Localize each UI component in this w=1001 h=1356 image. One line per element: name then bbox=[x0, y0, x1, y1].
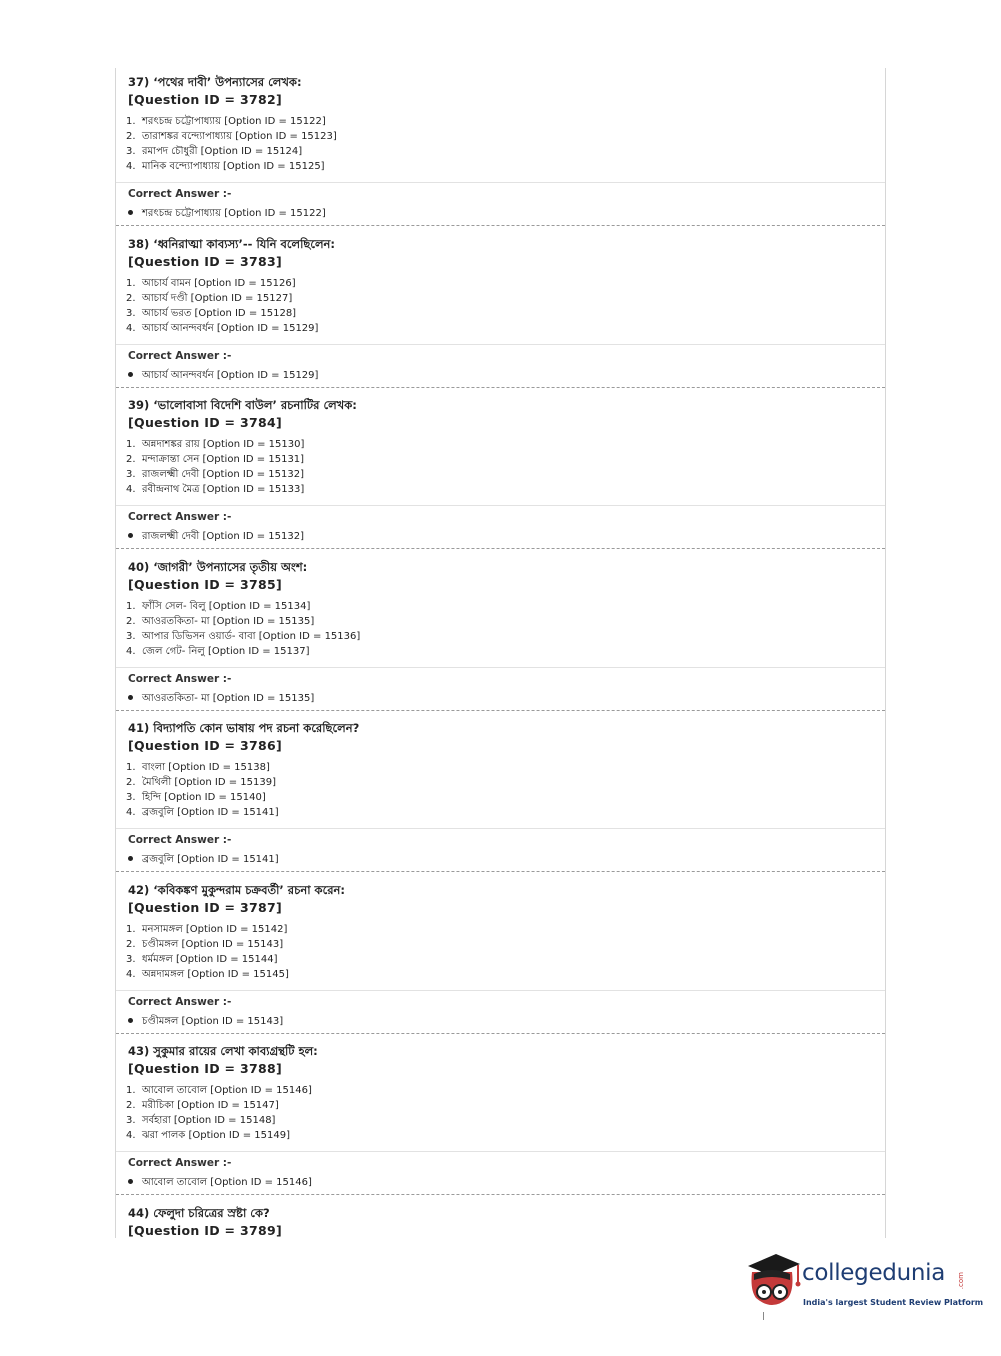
divider bbox=[116, 387, 885, 388]
logo-tagline: India's largest Student Review Platform bbox=[803, 1298, 984, 1307]
bullet-icon bbox=[128, 372, 133, 377]
divider bbox=[116, 182, 885, 183]
option-item: 1. আবোল তাবোল [Option ID = 15146] bbox=[126, 1085, 312, 1096]
correct-answer-label: Correct Answer :- bbox=[128, 1157, 232, 1169]
bullet-icon bbox=[128, 1018, 133, 1023]
option-item: 4. মানিক বন্দ্যোপাধ্যায় [Option ID = 15125] bbox=[126, 161, 325, 172]
correct-answer-label: Correct Answer :- bbox=[128, 188, 232, 200]
question-text: 38) ‘ধ্বনিরাত্মা কাব্যস্য’-- যিনি বলেছিলেন: bbox=[128, 237, 336, 251]
page-mark bbox=[763, 1312, 764, 1320]
option-item: 4. ব্রজবুলি [Option ID = 15141] bbox=[126, 807, 279, 818]
logo-dotcom: .com bbox=[957, 1272, 965, 1290]
correct-answer-value: আচার্য আনন্দবর্ধন [Option ID = 15129] bbox=[128, 368, 318, 385]
divider bbox=[116, 1151, 885, 1152]
question-id: [Question ID = 3787] bbox=[128, 900, 282, 915]
option-item: 3. আপার ডিভিসন ওয়ার্ড- বাবা [Option ID = 15136] bbox=[126, 631, 361, 642]
option-item: 1. শরৎচন্দ্র চট্টোপাধ্যায় [Option ID = 15122] bbox=[126, 116, 326, 127]
option-item: 1. মনসামঙ্গল [Option ID = 15142] bbox=[126, 924, 288, 935]
option-item: 4. অন্নদামঙ্গল [Option ID = 15145] bbox=[126, 969, 289, 980]
correct-answer-label: Correct Answer :- bbox=[128, 511, 232, 523]
divider bbox=[116, 990, 885, 991]
option-item: 4. রবীন্দ্রনাথ মৈত্র [Option ID = 15133] bbox=[126, 484, 305, 495]
correct-answer-label: Correct Answer :- bbox=[128, 350, 232, 362]
option-item: 3. হিন্দি [Option ID = 15140] bbox=[126, 792, 266, 803]
option-item: 3. রাজলক্ষ্মী দেবী [Option ID = 15132] bbox=[126, 469, 304, 480]
question-id: [Question ID = 3789] bbox=[128, 1223, 282, 1238]
bullet-icon bbox=[128, 1179, 133, 1184]
option-item: 2. চণ্ডীমঙ্গল [Option ID = 15143] bbox=[126, 939, 284, 950]
correct-answer-value: আবোল তাবোল [Option ID = 15146] bbox=[128, 1175, 312, 1192]
question-id: [Question ID = 3783] bbox=[128, 254, 282, 269]
correct-answer-label: Correct Answer :- bbox=[128, 834, 232, 846]
divider bbox=[116, 1033, 885, 1034]
question-id: [Question ID = 3784] bbox=[128, 415, 282, 430]
option-item: 1. আচার্য বামন [Option ID = 15126] bbox=[126, 278, 296, 289]
option-item: 1. বাংলা [Option ID = 15138] bbox=[126, 762, 270, 773]
collegedunia-logo[interactable] bbox=[742, 1248, 984, 1318]
divider bbox=[116, 548, 885, 549]
option-item: 2. আওরতকিতা- মা [Option ID = 15135] bbox=[126, 616, 315, 627]
bullet-icon bbox=[128, 533, 133, 538]
question-text: 43) সুকুমার রায়ের লেখা কাব্যগ্রন্থটি হল: bbox=[128, 1044, 318, 1058]
correct-answer-value: আওরতকিতা- মা [Option ID = 15135] bbox=[128, 691, 314, 708]
correct-answer-value: ব্রজবুলি [Option ID = 15141] bbox=[128, 852, 279, 869]
question-id: [Question ID = 3786] bbox=[128, 738, 282, 753]
option-item: 2. আচার্য দণ্ডী [Option ID = 15127] bbox=[126, 293, 293, 304]
bullet-icon bbox=[128, 695, 133, 700]
correct-answer-value: রাজলক্ষ্মী দেবী [Option ID = 15132] bbox=[128, 529, 304, 546]
correct-answer-value: শরৎচন্দ্র চট্টোপাধ্যায় [Option ID = 15122] bbox=[128, 206, 326, 223]
divider bbox=[116, 344, 885, 345]
question-text: 41) বিদ্যাপতি কোন ভাষায় পদ রচনা করেছিলেন? bbox=[128, 721, 360, 735]
correct-answer-label: Correct Answer :- bbox=[128, 996, 232, 1008]
option-item: 2. মন্দাক্রান্তা সেন [Option ID = 15131] bbox=[126, 454, 305, 465]
question-id: [Question ID = 3782] bbox=[128, 92, 282, 107]
question-text: 39) ‘ভালোবাসা বিদেশি বাউল’ রচনাটির লেখক: bbox=[128, 398, 357, 412]
option-item: 3. সর্বহারা [Option ID = 15148] bbox=[126, 1115, 276, 1126]
question-id: [Question ID = 3788] bbox=[128, 1061, 282, 1076]
option-item: 4. জেল গেট- নিলু [Option ID = 15137] bbox=[126, 646, 310, 657]
correct-answer-value: চণ্ডীমঙ্গল [Option ID = 15143] bbox=[128, 1014, 283, 1031]
option-item: 4. ঝরা পালক [Option ID = 15149] bbox=[126, 1130, 291, 1141]
question-id: [Question ID = 3785] bbox=[128, 577, 282, 592]
option-item: 3. রমাপদ চৌধুরী [Option ID = 15124] bbox=[126, 146, 303, 157]
logo-wordmark: collegedunia bbox=[802, 1260, 946, 1286]
correct-answer-label: Correct Answer :- bbox=[128, 673, 232, 685]
question-text: 37) ‘পথের দাবী’ উপন্যাসের লেখক: bbox=[128, 75, 302, 89]
question-text: 42) ‘কবিকঙ্কণ মুকুন্দরাম চক্রবর্তী’ রচনা করেন: bbox=[128, 883, 345, 897]
option-item: 2. তারাশঙ্কর বন্দ্যোপাধ্যায় [Option ID = 15123] bbox=[126, 131, 337, 142]
divider bbox=[116, 710, 885, 711]
option-item: 2. মৈথিলী [Option ID = 15139] bbox=[126, 777, 276, 788]
divider bbox=[116, 1194, 885, 1195]
option-item: 2. মরীচিকা [Option ID = 15147] bbox=[126, 1100, 279, 1111]
divider bbox=[116, 667, 885, 668]
option-item: 4. আচার্য আনন্দবর্ধন [Option ID = 15129] bbox=[126, 323, 319, 334]
option-item: 3. ধর্মমঙ্গল [Option ID = 15144] bbox=[126, 954, 278, 965]
option-item: 1. অন্নদাশঙ্কর রায় [Option ID = 15130] bbox=[126, 439, 305, 450]
bullet-icon bbox=[128, 856, 133, 861]
divider bbox=[116, 871, 885, 872]
option-item: 3. আচার্য ভরত [Option ID = 15128] bbox=[126, 308, 297, 319]
mascot-icon bbox=[742, 1248, 804, 1314]
divider bbox=[116, 225, 885, 226]
question-sheet bbox=[115, 68, 886, 1238]
divider bbox=[116, 505, 885, 506]
divider bbox=[116, 828, 885, 829]
option-item: 1. ফাঁসি সেল- বিলু [Option ID = 15134] bbox=[126, 601, 311, 612]
question-text: 44) ফেলুদা চরিত্রের স্রষ্টা কে? bbox=[128, 1206, 270, 1220]
question-text: 40) ‘জাগরী’ উপন্যাসের তৃতীয় অংশ: bbox=[128, 560, 308, 574]
bullet-icon bbox=[128, 210, 133, 215]
